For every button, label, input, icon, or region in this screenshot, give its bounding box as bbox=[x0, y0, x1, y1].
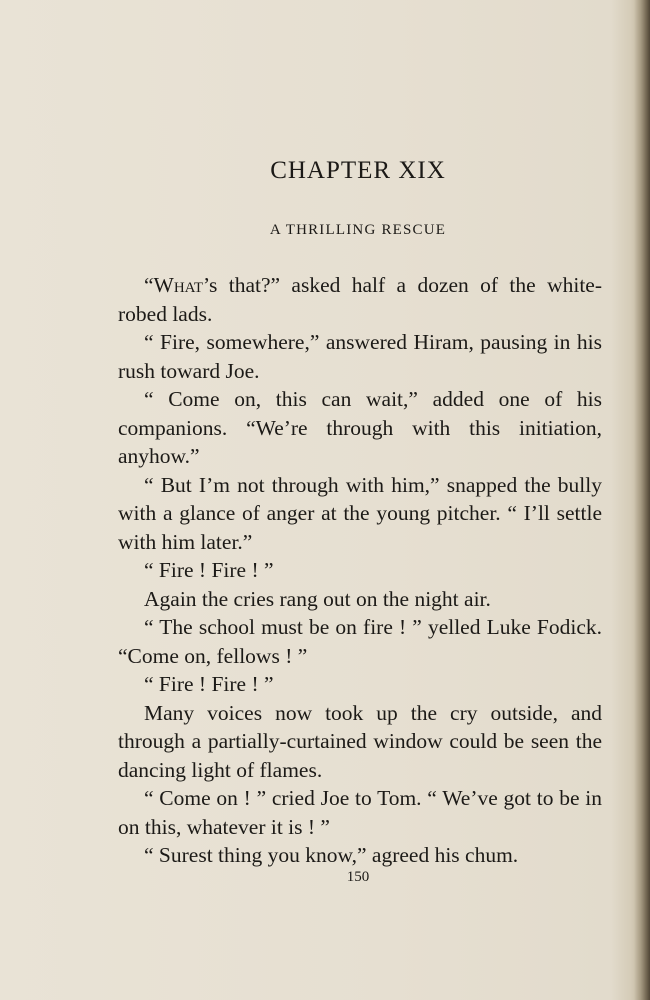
paragraph: “ Fire, somewhere,” answered Hiram, pausing in his rush toward Joe. bbox=[118, 330, 602, 383]
paragraph: “ Fire ! Fire ! ” bbox=[144, 558, 274, 582]
paragraph: “ Come on ! ” cried Joe to Tom. “ We’ve got to be in on this, whatever it is ! ” bbox=[118, 786, 602, 839]
paragraph bbox=[118, 271, 602, 328]
chapter-subtitle: A THRILLING RESCUE bbox=[269, 222, 447, 238]
paragraph: “ Come on, this can wait,” added one of his companions. “We’re through with this initiation, anyhow.” bbox=[118, 387, 602, 468]
paragraph: “ Fire ! Fire ! ” bbox=[144, 672, 274, 696]
paragraph: Many voices now took up the cry outside, and through a partially-curtained window could be seen the dancing light of flames. bbox=[118, 700, 602, 782]
paragraph: “ The school must be on fire ! ” yelled Luke Fodick. “Come on, fellows ! ” bbox=[118, 615, 602, 668]
paragraph: Again the cries rang out on the night air. bbox=[144, 586, 491, 611]
chapter-title: CHAPTER XIX bbox=[270, 157, 446, 184]
page-number: 150 bbox=[346, 869, 370, 885]
paragraph-lead: “What bbox=[144, 273, 204, 297]
paragraph: “ But I’m not through with him,” snapped the bully with a glance of anger at the young pitcher. “ I’ll settle with him later.” bbox=[118, 472, 602, 554]
body-text bbox=[118, 271, 602, 870]
paragraph-text: ’s that?” asked half a dozen of the white-robed lads. bbox=[118, 273, 602, 326]
paragraph: “ Surest thing you know,” agreed his chum. bbox=[144, 843, 519, 867]
page-edge-shadow bbox=[634, 0, 650, 1000]
